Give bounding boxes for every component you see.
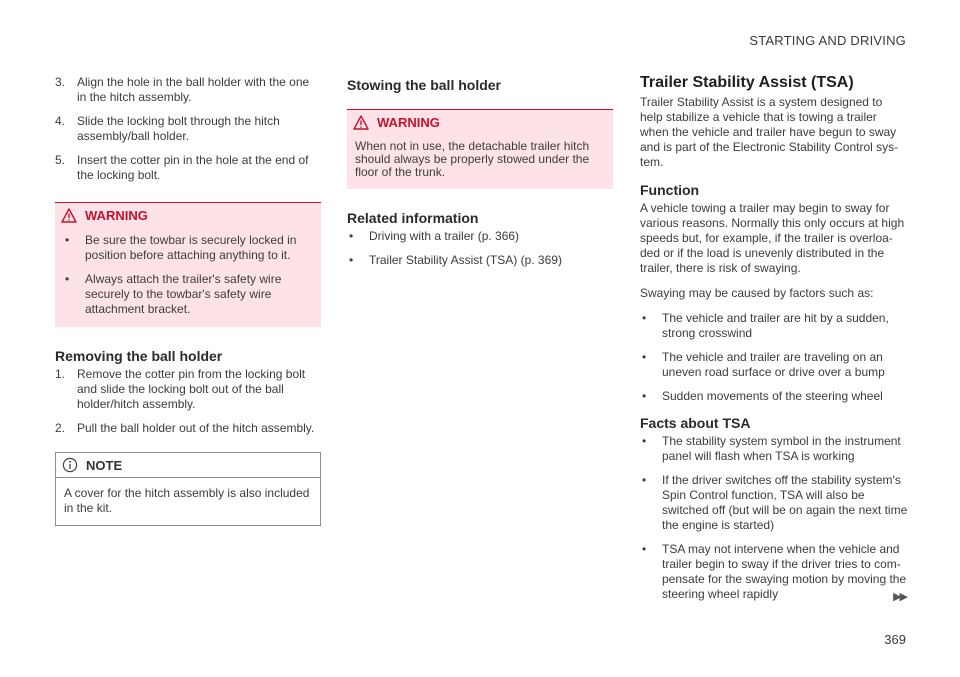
warning-label: WARNING [85, 208, 148, 223]
warning-triangle-icon [353, 115, 369, 130]
list-item [55, 421, 321, 436]
paragraph: Swaying may be caused by factors such as: [640, 286, 874, 300]
bullet: • [642, 542, 647, 556]
double-arrow-icon: ▶▶ [893, 591, 906, 603]
steps-list-continued [55, 75, 321, 183]
section-heading: Function [640, 182, 700, 198]
page-title: Trailer Stability Assist (TSA) [640, 74, 854, 91]
bullet: • [642, 350, 647, 364]
step-text: Align the hole in the ball holder with the one in the hitch assembly. [77, 75, 310, 104]
list-item [640, 542, 908, 602]
list-item [640, 434, 908, 464]
bullet-list [640, 434, 908, 602]
list-item [63, 272, 313, 317]
step-text: Insert the cotter pin in the hole at the end of the locking bolt. [77, 153, 309, 182]
step-number: 4. [55, 114, 66, 128]
bullet: • [349, 229, 354, 243]
bullet: • [642, 473, 647, 487]
step-number: 5. [55, 153, 66, 167]
list-item-text: Sudden movements of the steering wheel [662, 389, 883, 403]
step-text: Slide the locking bolt through the hitch assembly/ball holder. [77, 114, 280, 143]
section-header: STARTING AND DRIVING [749, 33, 906, 48]
warning-triangle-icon [61, 208, 77, 223]
list-item [55, 75, 321, 105]
bullet: • [65, 233, 70, 247]
list-item-text: If the driver switches off the stability system's Spin Control function, TSA will also be switched off (but will be on again the next time the engine is started) [662, 473, 908, 532]
list-item [55, 153, 321, 183]
bullet-list [640, 311, 908, 404]
list-item [55, 367, 321, 412]
warning-text: When not in use, the detachable trailer hitch should always be properly stowed under the floor of the trunk. [355, 139, 590, 179]
bullet: • [65, 272, 70, 286]
warning-header [55, 202, 321, 227]
step-text: Remove the cotter pin from the locking bolt and slide the locking bolt out of the ball holder/hitch assembly. [77, 367, 306, 411]
list-item [640, 311, 908, 341]
note-label: NOTE [86, 457, 123, 473]
list-item [55, 114, 321, 144]
bullet: • [642, 311, 647, 325]
note-text: A cover for the hitch assembly is also included in the kit. [64, 486, 310, 515]
list-item [640, 389, 908, 404]
section-heading: Stowing the ball holder [347, 77, 501, 93]
list-item-text: The stability system symbol in the instrument panel will flash when TSA is working [662, 434, 901, 463]
bullet: • [642, 389, 647, 403]
step-number: 2. [55, 421, 66, 435]
section-heading: Related information [347, 210, 479, 226]
warning-box [347, 109, 613, 189]
warning-header [347, 109, 613, 134]
warning-body [55, 227, 321, 327]
info-circle-icon [62, 457, 78, 473]
column-left [55, 75, 321, 526]
intro-paragraph: Trailer Stability Assist is a system designed to help stabilize a vehicle that is towing a trailer when the vehicle and trailer have begun to sway and is part of the Electronic Stability Control sys-tem. [640, 95, 899, 169]
section-heading: Removing the ball holder [55, 348, 223, 364]
page-number: 369 [884, 632, 906, 647]
list-item-text: The vehicle and trailer are hit by a sudden, strong crosswind [662, 311, 889, 340]
bullet: • [349, 253, 354, 267]
list-item-text: TSA may not intervene when the vehicle and trailer begin to sway if the driver tries to com-pensate for the swaying motion by moving the steering wheel rapidly [662, 542, 907, 601]
related-link[interactable] [347, 229, 613, 244]
section-heading: Facts about TSA [640, 415, 751, 431]
related-link-text[interactable]: Trailer Stability Assist (TSA) (p. 369) [369, 253, 562, 267]
warning-box [55, 202, 321, 327]
step-text: Pull the ball holder out of the hitch assembly. [77, 421, 315, 435]
note-box [55, 452, 321, 526]
step-number: 3. [55, 75, 66, 89]
related-link[interactable] [347, 253, 613, 268]
list-item [640, 473, 908, 533]
warning-text: Be sure the towbar is securely locked in position before attaching anything to it. [85, 233, 297, 262]
warning-label: WARNING [377, 115, 440, 130]
related-link-text[interactable]: Driving with a trailer (p. 366) [369, 229, 520, 243]
step-number: 1. [55, 367, 66, 381]
bullet: • [642, 434, 647, 448]
column-middle [347, 75, 613, 277]
column-right [640, 75, 908, 611]
steps-list [55, 367, 321, 436]
list-item [640, 350, 908, 380]
list-item-text: The vehicle and trailer are traveling on an uneven road surface or drive over a bump [662, 350, 885, 379]
warning-text: Always attach the trailer's safety wire securely to the towbar's safety wire attachment bracket. [85, 272, 282, 316]
note-header [56, 453, 320, 478]
list-item [63, 233, 313, 263]
related-links [347, 229, 613, 268]
paragraph: A vehicle towing a trailer may begin to sway for various reasons. Normally this only occurs at high speeds but, for example, if the trailer is overloa-ded or if the load is unevenly distributed in the trailer, there is risk of swaying. [640, 201, 905, 275]
